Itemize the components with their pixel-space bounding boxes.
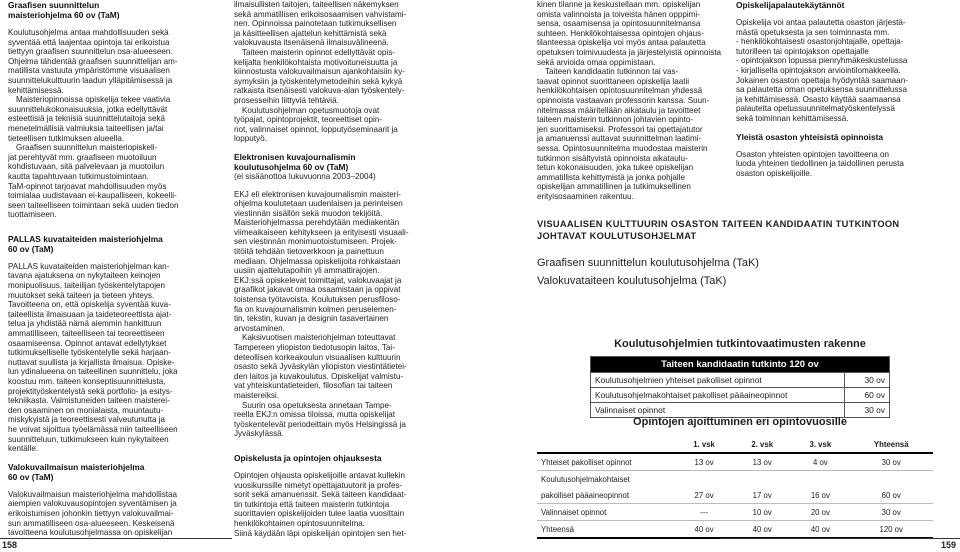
column-1 [8,0,223,538]
table-row [537,453,933,471]
table-row [591,388,890,403]
program-name: Graafisen suunnittelun koulutusohjelma (TaK) [537,257,759,269]
paragraph-note: (ei sisäänottoa lukuvuonna 2003–2004) [234,171,376,181]
section-heading: Yleistä osaston yhteisistä opinnoista [736,131,884,142]
table-cell-value: 60 ov [845,388,890,403]
paragraph: Suurin osa opetuksesta annetaan Tampe- reella EKJ:n omissa tiloissa, mutta opiskelijat työskentelevät periodeittain myös Helsingissä ja Jyväskylässä. [234,400,406,439]
page-number-left: 158 [2,540,18,550]
table-row [591,373,890,388]
table-cell-label: Valinnaiset opinnot [537,504,675,521]
table-cell: 40 ov [791,521,849,539]
column-4 [736,0,952,178]
paragraph: ilmaisullisten taitojen, taiteellisen näkemyksen sekä ammatillisen erikoisosaamisen vahvistami- nen. Opinnoissa painotetaan tutkimuksellisen ja käsitteellisen ajattelun kehittämistä sekä valokuvausta itsenäisenä ilmaisuvälineenä. [234,0,407,48]
paragraph: Maisteriopinnoissa opiskelija tekee vaativia suunnittelukokonaisuuksia, jotka edellyttävät esteettisiä ja teknisiä suunnittelutaitoja sekä menetelmällisiä valmiuksia taiteellisen ja/tai tieteellisen tutkimuksen alueella. [8,95,171,143]
table-cell: 30 ov [849,453,933,471]
column-2 [234,0,456,538]
section-heading: Graafisen suunnittelun maisteriohjelma 60 ov (TaM) [8,0,120,20]
paragraph: PALLAS kuvataiteiden maisteriohjelman kan- tavana ajatuksena on nykytaiteen keinojen monipuolisuus, taiteilijan työskentelytapojen muutokset sekä taiteen ja tieteen yhteys. Tavoitteena on, että opiskelija syventää kuva- taiteellista ilmaisuaan ja taideteoreettista ajat- telua ja yhdistää nämä aiemmin hankittuun ammatilliseen, taiteelliseen tai teoreettiseen osaamiseensa. Opinnot antavat edellytykset tutkimukselliselle työskentelylle sekä harjaan- nuttavat suullista ja kirjallista ilmaisua. Opiske- lun ydinalueena on taiteellinen suunnittelu, joka koostuu mm. taiteen konseptisuunnittelusta, projektityöskentelystä sekä portfolio- ja esitys- tekniikasta. Valmistuneiden taiteen maisterei- den osaaminen on monialaista, muuntautu- miskykyistä ja teoreettisesti valveutunutta ja he voivat sijoittua työelämässä niin taiteelliseen suunnitteluun, tutkimukseen kuin nykytaiteen kentälle. [8,261,178,454]
table-cell-label: Yhteensä [537,521,675,539]
column-3 [537,0,733,201]
table-header-cell: 2. vsk [733,436,791,453]
table-cell: 30 ov [849,504,933,521]
table-cell [849,471,933,488]
section-heading: Elektronisen kuvajournalismin koulutusohjelma 60 ov (TaM) [234,151,356,172]
table-cell-label: Valinnaiset opinnot [591,403,845,418]
table-cell-label: Koulutusohjelmakohtaiset [541,474,630,484]
study-division-table [537,436,933,539]
table-header-cell: 3. vsk [791,436,849,453]
table-row [537,504,933,521]
table-cell-label: Koulutusohjelmakohtaiset pakolliset pääaineopinnot [591,388,845,403]
table-cell: 10 ov [733,504,791,521]
division-heading: Opintojen ajoittuminen eri opintovuosille [633,416,847,428]
table-cell: 60 ov [849,487,933,504]
table-cell-label: Koulutusohjelmien yhteiset pakolliset opinnot [591,373,845,388]
table-cell [675,471,733,488]
table-cell: 13 ov [733,453,791,471]
paragraph: Kaksivuotisen maisteriohjelman toteuttavat Tampereen yliopiston tiedotusopin laitos, Tai- deteollisen korkeakoulun visuaalisen kulttuurin osasto sekä Jyväskylän yliopiston viestintätietei- den laitos ja kuvakoulutus. Opiskelijat valmistu- vat yhteiskuntatieteiden, filosofian tai taiteen maistereiksi. [234,333,407,400]
paragraph: Opiskelija voi antaa palautetta osaston järjestä- mästä opetuksesta ja sen toiminnasta mm. - henkilökohtaisesti osastonjohtajalle, opettaja- tutorilleen tai opintojakson opettajalle - opintojakson lopussa pienryhmäkeskustelussa - kirjallisella opintojakson arviointilomakkeella. Jokainen osaston opettaja hyödyntää saamaan- sa palautetta oman opetuksensa suunnittelussa ja kehittämisessä. Osasto käyttää saamaansa palautetta opetussuunnitelmatyöskentelyssä sekä toiminnan kehittämisessä. [736,18,908,123]
page-number-right: 159 [940,540,956,550]
paragraph: EKJ eli elektronisen kuvajournalismin maisteri- ohjelma koulutetaan uudenlaisen ja perinteisen viestinnän sisällön sekä muodon tekijöitä. Maisteriohjelmassa perehdytään mediakentän viimeaikaiseen kehitykseen ja erityisesti visuaali- sen viestinnän monimuotoistumiseen. Projek- titöitä tehdään tietoverkkoon ja painettuun mediaan. Ohjelmassa opiskelijoita rohkaistaan uusiin ajattelutapoihin yli ammattirajojen. EKJ:ssä opiskelevat toimittajat, valokuvaajat ja graafikot jakavat omaa osaamistaan ja oppivat toistensa työtavoista. Koulutuksen perusfiloso- fia on kuvajournalismin kolmen peruselemen- tin, tekstin, kuvan ja designin tasavertainen arvostaminen. [234,189,409,333]
table-header-cell [537,436,675,453]
table-cell-value: 30 ov [845,403,890,418]
table-cell: 120 ov [849,521,933,539]
footer-rule [720,538,960,539]
paragraph: Graafisen suunnittelun maisteriopiskeli- jat perehtyvät mm. graafiseen muotoiluun kohdistuvaan, sitä palvelevaan ja muotoilun kautta tapahtuvaan tutkimustoimintaan. TaM-opinnot tarjoavat mahdollisuuden myös toimialaa uudistavaan ei-kaupalliseen, kokeelli- seen taiteelliseen toimintaan sekä uuden tiedon tuottamiseen. [8,143,179,220]
table-row [537,487,933,504]
section-heading: Valokuvailmaisun maisteriohjelma 60 ov (TaM) [8,461,145,482]
paragraph: Koulutusohjelman opetusmuotoja ovat työpajat, opintoprojektit, teoreettiset opin- not, valinnaiset opinnot, lopputyöseminaarit ja lopputyö. [234,105,398,144]
table-cell: 13 ov [675,453,733,471]
paragraph: Opintojen ohjausta opiskelijoille antavat kullekin vuosikurssille nimetyt opettajatuutorit ja profes- sorit sekä amanuenssit. Sekä taiteen kandidaat- tin tutkintoja että taiteen maisterin tutkintoja suorittavien opiskelijoiden tulee laatia vuosittain henkilökohtainen opintosuunnitelma. Siinä käydään läpi opiskelijan opintojen sen het- [234,470,407,538]
degree-structure-table [590,356,890,418]
paragraph: Valokuvailmaisun maisteriohjelma mahdollistaa aiempien valokuvausopintojen syventämisen ja erikoistumisen johonkin tiettyyn valokuvailmai- sun ammatilliseen osa-alueeseen. Keskeisenä tavoitteena koulutusohjelmassa on opiskelijan [8,489,177,538]
table-cell: 40 ov [733,521,791,539]
section-heading: Opiskelusta ja opintojen ohjauksesta [234,452,382,463]
paragraph: Osaston yhteisten opintojen tavoitteena on luoda yhteinen tiedollinen ja taidollinen perusta osaston opiskelijoille. [736,149,904,178]
table-cell [791,471,849,488]
footer-rule [0,538,232,539]
table-cell: 17 ov [733,487,791,504]
paragraph: Taiteen maisterin opinnot edellyttävät opis- kelijalta henkilökohtaista motivoituneisuutta ja kiinnostusta valokuvailmaisun ajankohtaisiin ky- symyksiin ja työskentelymetodeihin sekä kykyä ratkaista itsenäisesti valokuva-alan työskentely- prosesseihin liittyviä tehtäviä. [234,47,405,105]
degree-programs-title: VISUAALISEN KULTTUURIN OSASTON TAITEEN KANDIDAATIN TUTKINTOON JOHTAVAT KOULUTUSOHJELMAT [537,219,900,241]
section-heading: PALLAS kuvataiteiden maisteriohjelma 60 ov (TaM) [8,233,163,254]
table-cell-label: pakolliset pääaineopinnot [537,487,675,504]
paragraph: kinen tilanne ja keskustellaan mm. opiskelijan omista valinnoista ja toiveista hänen opppimi- sensa, osaamisensa ja opintosuunnitelmansa suhteen. Henkilökohtaisessa opintojen ohjaus- tilanteessa opiskelija voi myös antaa palautetta opetuksen toimivuudesta ja järjestelyistä opinnoista sekä arvioida omaa oppimistaan. [537,0,722,67]
table-cell: --- [675,504,733,521]
table-cell: 27 ov [675,487,733,504]
table-header-cell: 1. vsk [675,436,733,453]
table-cell [733,471,791,488]
paragraph: Taiteen kandidaatin tutkinnon tai vas- taavat opinnot suorittaneen opiskelija laatii henkilökohtaisen opintosuunnitelman yhdessä opinnoista vastaavan professorin kanssa. Suun- nitelmassa määritellään aikataulu ja tavoitteet taiteen maisterin tutkinnon johtavien opinto- jen suorittamiseksi. Professori tai opettajatutor ja amanuenssi auttavat suunnittelman laatimi- sessa. Opintosuunnitelma muodostaa maisterin tutkinnon sisältyvistä opinnoista aikataulu- tetun kokonaisuuden, joka tukee opiskelijan ammatillista kehittymistä ja jonka pohjalle opiskelijan ammatillinen ja tutkimuksellinen erityisosaaminen rakentuu. [537,67,710,201]
table-cell-value: 30 ov [845,373,890,388]
program-name: Valokuvataiteen koulutusohjelma (TaK) [537,275,727,287]
table-cell: 20 ov [791,504,849,521]
table-row-total [537,521,933,539]
section-heading: Opiskelijapalautekäytännöt [736,0,845,10]
table-cell: 40 ov [675,521,733,539]
table-cell-label: Yhteiset pakolliset opinnot [537,453,675,471]
paragraph: Koulutusohjelma antaa mahdollisuuden sekä syventää että laajentaa opintoja tai erikoistua tiettyyn graafisen suunnittelun osa-alueeseen. Ohjelma tähdentää graafisen suunnittelijan am- matillista vastuuta ympäristömme visuaalisen suunnittelukulttuurin laadun ylläpitämisessä ja kehittämisessä. [8,28,178,95]
table-cell: 16 ov [791,487,849,504]
table-row [537,471,933,488]
table-header-cell: Yhteensä [849,436,933,453]
table-header: Taiteen kandidaatin tutkinto 120 ov [591,357,890,373]
table-header-row [537,436,933,453]
table-cell: 4 ov [791,453,849,471]
structure-heading: Koulutusohjelmien tutkintovaatimusten rakenne [614,338,866,350]
